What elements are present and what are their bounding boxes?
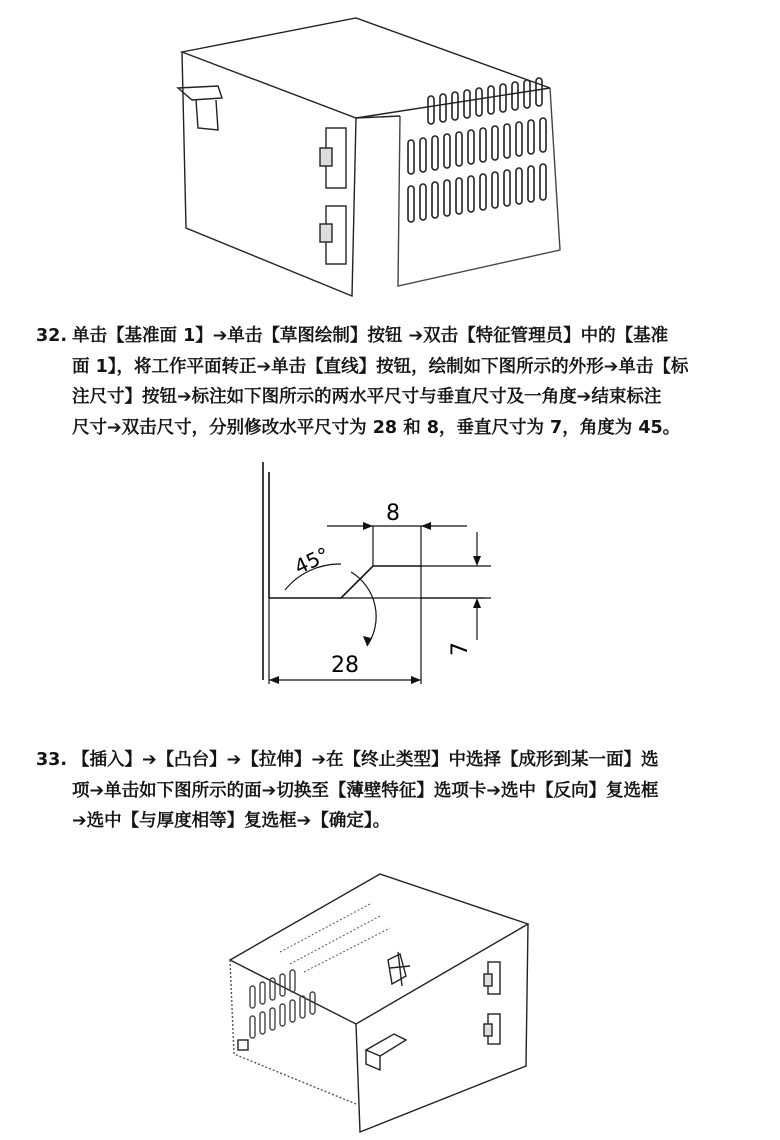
step-32-number: 32. <box>36 326 68 346</box>
cabinet-figure-top <box>170 0 590 300</box>
dim-28-label: 28 <box>331 653 359 678</box>
step-33-line-1: 【插入】➔【凸台】➔【拉伸】➔在【终止类型】中选择【成形到某一面】选 <box>72 750 659 770</box>
step-32 <box>36 321 756 443</box>
step-33 <box>36 745 756 837</box>
step-32-line-1: 单击【基准面 1】➔单击【草图绘制】按钮 ➔双击【特征管理员】中的【基准 <box>72 326 669 346</box>
step-33-line-3: ➔选中【与厚度相等】复选框➔【确定】。 <box>72 811 391 831</box>
step-32-line-4: 尺寸➔双击尺寸，分别修改水平尺寸为 28 和 8，垂直尺寸为 7，角度为 45。 <box>72 417 681 438</box>
dim-7-label: 7 <box>448 642 473 656</box>
dim-8-label: 8 <box>386 501 400 526</box>
step-33-number: 33. <box>36 750 68 770</box>
cabinet-figure-bottom <box>220 868 540 1136</box>
step-32-line-3: 注尺寸】按钮➔标注如下图所示的两水平尺寸与垂直尺寸及一角度➔结束标注 <box>72 387 662 407</box>
sketch-dimension-figure <box>255 460 495 695</box>
step-33-line-2: 项➔单击如下图所示的面➔切换至【薄壁特征】选项卡➔选中【反向】复选框 <box>72 780 659 801</box>
step-32-line-2: 面 1】，将工作平面转正➔单击【直线】按钮，绘制如下图所示的外形➔单击【标 <box>72 356 689 377</box>
dim-angle-label: 45° <box>290 542 333 580</box>
